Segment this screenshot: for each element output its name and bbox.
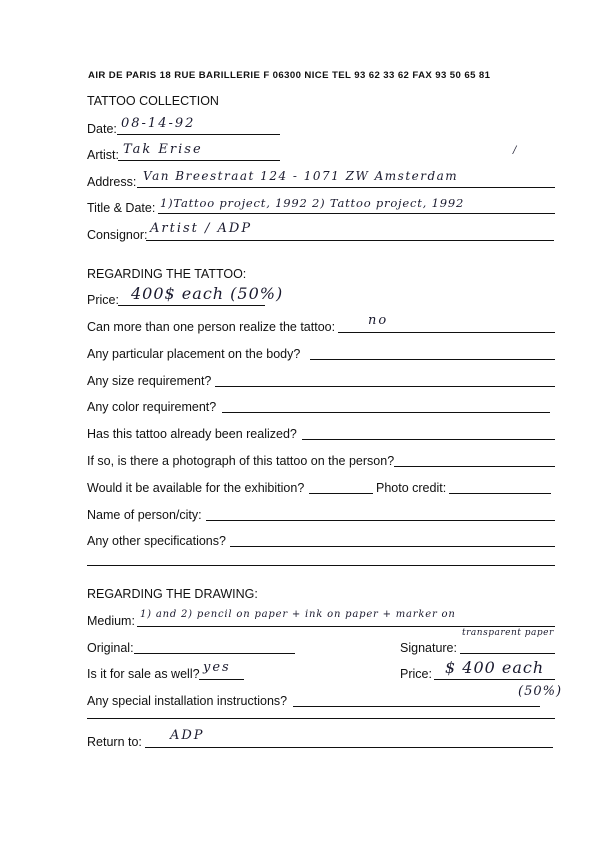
photograph-label: If so, is there a photograph of this tattoo on the person? xyxy=(87,454,395,468)
stray-mark: / xyxy=(513,145,518,156)
other-specs-line-2[interactable] xyxy=(87,565,555,566)
date-value: 08-14-92 xyxy=(121,116,196,131)
address-value: Van Breestraat 124 - 1071 ZW Amsterdam xyxy=(143,169,459,183)
placement-line[interactable] xyxy=(310,359,555,360)
tattoo-price-label: Price: xyxy=(87,293,119,307)
return-to-label: Return to: xyxy=(87,735,142,749)
exhibition-line[interactable] xyxy=(309,493,373,494)
artist-label: Artist: xyxy=(87,148,119,162)
consignor-line[interactable] xyxy=(146,240,554,241)
photo-credit-line[interactable] xyxy=(449,493,551,494)
artist-value: Tak Erise xyxy=(123,142,203,157)
color-line[interactable] xyxy=(222,412,550,413)
realized-label: Has this tattoo already been realized? xyxy=(87,427,297,441)
address-line[interactable] xyxy=(137,187,555,188)
tattoo-price-value: 400$ each (50%) xyxy=(131,284,284,303)
drawing-price-value: $ 400 each xyxy=(445,658,545,677)
consignor-label: Consignor: xyxy=(87,228,148,242)
medium-value-2: transparent paper xyxy=(462,628,554,638)
artist-line[interactable] xyxy=(118,160,280,161)
title-date-label: Title & Date: xyxy=(87,201,156,215)
more-than-one-value: no xyxy=(368,313,389,328)
address-label: Address: xyxy=(87,175,137,189)
return-to-value: ADP xyxy=(170,728,205,743)
size-label: Any size requirement? xyxy=(87,374,212,388)
placement-label: Any particular placement on the body? xyxy=(87,347,301,361)
signature-line[interactable] xyxy=(460,653,555,654)
signature-label: Signature: xyxy=(400,641,457,655)
medium-value: 1) and 2) pencil on paper + ink on paper + marker on xyxy=(140,609,456,620)
drawing-section-heading: REGARDING THE DRAWING: xyxy=(87,587,258,601)
drawing-price-label: Price: xyxy=(400,667,432,681)
date-line[interactable] xyxy=(117,134,280,135)
more-than-one-line[interactable] xyxy=(338,332,555,333)
tattoo-section-heading: REGARDING THE TATTOO: xyxy=(87,267,247,281)
medium-label: Medium: xyxy=(87,614,135,628)
installation-line[interactable] xyxy=(293,706,540,707)
color-label: Any color requirement? xyxy=(87,400,217,414)
photograph-line[interactable] xyxy=(394,466,555,467)
other-specs-label: Any other specifications? xyxy=(87,534,226,548)
date-label: Date: xyxy=(87,122,117,136)
for-sale-line[interactable] xyxy=(199,679,244,680)
title-date-value: 1)Tattoo project, 1992 2) Tattoo project, 1992 xyxy=(160,196,465,210)
title-date-line[interactable] xyxy=(158,213,555,214)
size-line[interactable] xyxy=(215,386,555,387)
installation-label: Any special installation instructions? xyxy=(87,694,288,708)
original-line[interactable] xyxy=(134,653,295,654)
more-than-one-label: Can more than one person realize the tattoo: xyxy=(87,320,336,334)
installation-line-2[interactable] xyxy=(87,718,555,719)
other-specs-line[interactable] xyxy=(230,546,555,547)
person-city-line[interactable] xyxy=(206,520,555,521)
for-sale-value: yes xyxy=(203,660,231,675)
person-city-label: Name of person/city: xyxy=(87,508,202,522)
realized-line[interactable] xyxy=(302,439,555,440)
gallery-header: AIR DE PARIS 18 RUE BARILLERIE F 06300 NICE TEL 93 62 33 62 FAX 93 50 65 81 xyxy=(88,70,491,81)
exhibition-label: Would it be available for the exhibition? xyxy=(87,481,305,495)
medium-line[interactable] xyxy=(137,626,555,627)
form-title: TATTOO COLLECTION xyxy=(87,94,219,108)
return-to-line[interactable] xyxy=(145,747,553,748)
photo-credit-label: Photo credit: xyxy=(376,481,447,495)
consignor-value: Artist / ADP xyxy=(150,221,253,236)
for-sale-label: Is it for sale as well? xyxy=(87,667,200,681)
drawing-price-line[interactable] xyxy=(434,679,555,680)
tattoo-price-line[interactable] xyxy=(118,305,265,306)
drawing-price-value-2: (50%) xyxy=(518,684,563,699)
original-label: Original: xyxy=(87,641,134,655)
